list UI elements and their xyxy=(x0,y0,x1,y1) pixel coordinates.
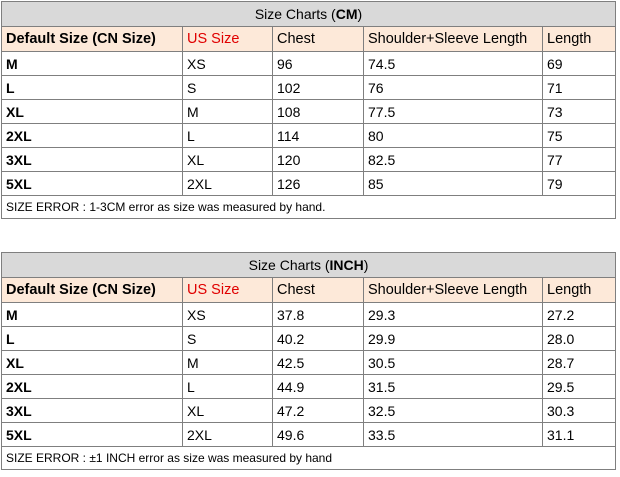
cell-length: 29.5 xyxy=(543,375,616,399)
cell-shoulder-sleeve: 32.5 xyxy=(364,399,543,423)
cell-cn-size: 5XL xyxy=(2,423,183,447)
size-chart-cm xyxy=(1,1,615,219)
table-row xyxy=(2,351,616,375)
title-unit: INCH xyxy=(329,257,364,273)
header-row xyxy=(2,278,616,303)
cell-chest: 96 xyxy=(273,52,364,76)
table-row xyxy=(2,303,616,327)
table-row xyxy=(2,148,616,172)
cell-length: 77 xyxy=(543,148,616,172)
table-row xyxy=(2,172,616,196)
cell-cn-size: XL xyxy=(2,100,183,124)
title-prefix: Size Charts ( xyxy=(254,6,336,22)
cell-cn-size: 5XL xyxy=(2,172,183,196)
cell-chest: 126 xyxy=(273,172,364,196)
cell-us-size: S xyxy=(183,76,273,100)
cell-us-size: L xyxy=(183,375,273,399)
title-suffix: ) xyxy=(357,6,363,22)
cell-length: 79 xyxy=(543,172,616,196)
cell-length: 69 xyxy=(543,52,616,76)
size-error-note: SIZE ERROR : 1-3CM error as size was measured by hand. xyxy=(2,196,616,219)
table-title-cm xyxy=(2,2,616,27)
cell-length: 71 xyxy=(543,76,616,100)
cell-chest: 114 xyxy=(273,124,364,148)
cell-cn-size: 3XL xyxy=(2,148,183,172)
cell-shoulder-sleeve: 31.5 xyxy=(364,375,543,399)
cell-us-size: M xyxy=(183,100,273,124)
cell-chest: 40.2 xyxy=(273,327,364,351)
cell-us-size: 2XL xyxy=(183,423,273,447)
cell-chest: 44.9 xyxy=(273,375,364,399)
cell-chest: 37.8 xyxy=(273,303,364,327)
cell-shoulder-sleeve: 77.5 xyxy=(364,100,543,124)
cell-shoulder-sleeve: 82.5 xyxy=(364,148,543,172)
size-table-inch xyxy=(1,252,616,470)
size-chart-inch xyxy=(1,252,615,470)
table-row xyxy=(2,52,616,76)
cell-us-size: XS xyxy=(183,52,273,76)
table-row xyxy=(2,327,616,351)
cell-cn-size: M xyxy=(2,303,183,327)
cell-chest: 120 xyxy=(273,148,364,172)
cell-cn-size: L xyxy=(2,76,183,100)
cell-shoulder-sleeve: 74.5 xyxy=(364,52,543,76)
table-row xyxy=(2,100,616,124)
size-table-cm xyxy=(1,1,616,219)
header-length: Length xyxy=(543,27,616,52)
cell-length: 73 xyxy=(543,100,616,124)
cell-length: 31.1 xyxy=(543,423,616,447)
cell-shoulder-sleeve: 30.5 xyxy=(364,351,543,375)
cell-chest: 102 xyxy=(273,76,364,100)
table-row xyxy=(2,124,616,148)
title-suffix: ) xyxy=(363,257,369,273)
cell-shoulder-sleeve: 76 xyxy=(364,76,543,100)
cell-shoulder-sleeve: 29.9 xyxy=(364,327,543,351)
cell-length: 27.2 xyxy=(543,303,616,327)
header-row xyxy=(2,27,616,52)
header-chest: Chest xyxy=(273,278,364,303)
cell-length: 28.7 xyxy=(543,351,616,375)
table-row xyxy=(2,423,616,447)
cell-shoulder-sleeve: 29.3 xyxy=(364,303,543,327)
header-chest: Chest xyxy=(273,27,364,52)
table-row xyxy=(2,76,616,100)
table-row xyxy=(2,375,616,399)
cell-length: 75 xyxy=(543,124,616,148)
header-us-size: US Size xyxy=(183,278,273,303)
cell-us-size: L xyxy=(183,124,273,148)
cell-cn-size: XL xyxy=(2,351,183,375)
header-length: Length xyxy=(543,278,616,303)
cell-cn-size: 3XL xyxy=(2,399,183,423)
title-unit: CM xyxy=(335,6,358,22)
cell-cn-size: 2XL xyxy=(2,124,183,148)
cell-shoulder-sleeve: 85 xyxy=(364,172,543,196)
cell-us-size: XS xyxy=(183,303,273,327)
header-us-size: US Size xyxy=(183,27,273,52)
header-default-size: Default Size (CN Size) xyxy=(2,27,183,52)
cell-us-size: XL xyxy=(183,148,273,172)
cell-chest: 49.6 xyxy=(273,423,364,447)
cell-cn-size: L xyxy=(2,327,183,351)
cell-chest: 42.5 xyxy=(273,351,364,375)
header-shoulder-sleeve: Shoulder+Sleeve Length xyxy=(364,278,543,303)
table-title-inch xyxy=(2,253,616,278)
header-default-size: Default Size (CN Size) xyxy=(2,278,183,303)
cell-us-size: M xyxy=(183,351,273,375)
cell-length: 28.0 xyxy=(543,327,616,351)
size-error-note: SIZE ERROR : ±1 INCH error as size was measured by hand xyxy=(2,447,616,470)
cell-shoulder-sleeve: 80 xyxy=(364,124,543,148)
cell-us-size: S xyxy=(183,327,273,351)
header-shoulder-sleeve: Shoulder+Sleeve Length xyxy=(364,27,543,52)
cell-us-size: XL xyxy=(183,399,273,423)
cell-us-size: 2XL xyxy=(183,172,273,196)
cell-cn-size: M xyxy=(2,52,183,76)
table-row xyxy=(2,399,616,423)
title-prefix: Size Charts ( xyxy=(248,257,330,273)
cell-chest: 108 xyxy=(273,100,364,124)
cell-chest: 47.2 xyxy=(273,399,364,423)
cell-shoulder-sleeve: 33.5 xyxy=(364,423,543,447)
cell-length: 30.3 xyxy=(543,399,616,423)
cell-cn-size: 2XL xyxy=(2,375,183,399)
